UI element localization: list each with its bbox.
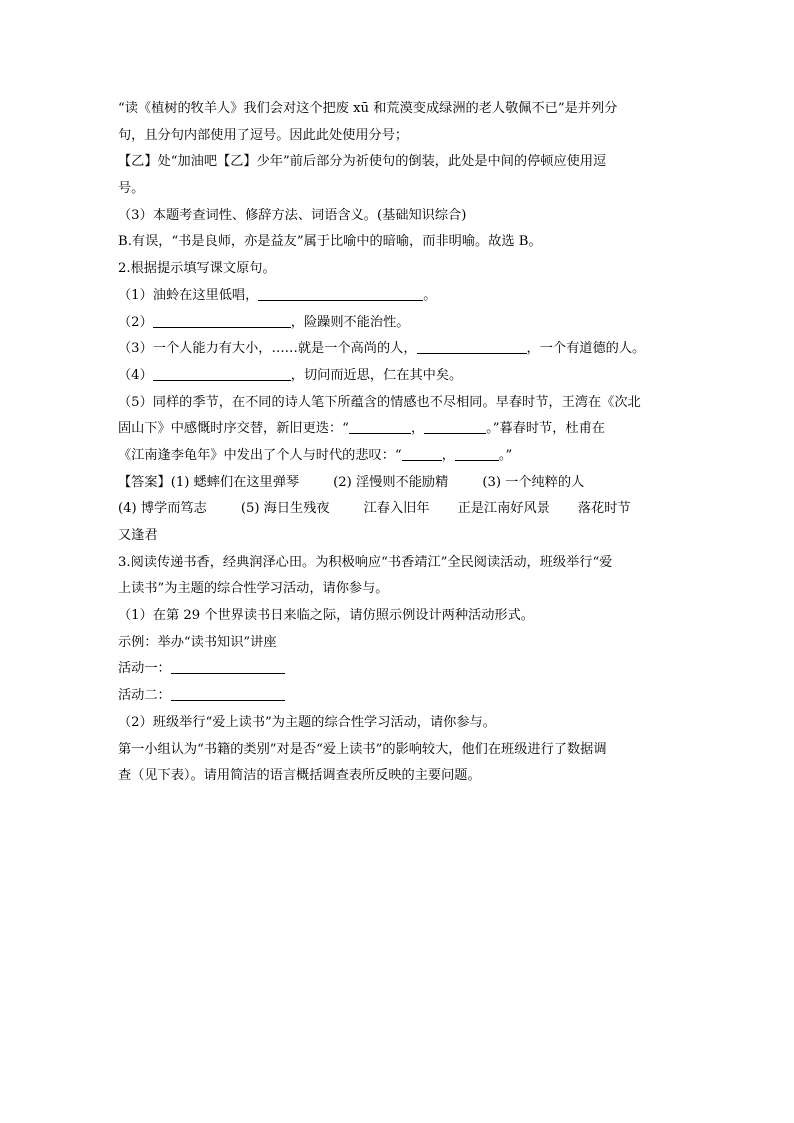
paragraph-text: B.有误，“书是良师，亦是益友”属于比喻中的暗喻，而非明喻。故选 B。 [118,234,542,250]
answer-text: (5) 海日生残夜 [240,501,330,517]
question-title: 2.根据提示填写课文原句。 [118,261,276,277]
answer-text: (3) 一个纯粹的人 [482,474,585,490]
paragraph-text: （2）班级举行“爱上读书”为主题的综合性学习活动，请你参与。 [118,714,496,730]
paragraph-text: 【乙】处“加油吧【乙】少年”前后部分为祈使句的倒装，此处是中间的停顿应使用逗 [118,154,607,170]
fill-blank-line [118,683,678,710]
text-line [118,603,678,630]
text-line [118,763,678,790]
text-line [118,176,678,203]
prompt-text: 。” [498,447,513,463]
answer-text: (2) 淫慢则不能励精 [333,474,449,490]
prompt-text: （3）一个人能力有大小，……就是一个高尚的人， [118,341,417,357]
text-line [118,390,678,417]
paragraph-text: （3）本题考查词性、修辞方法、词语含义。(基础知识综合) [118,207,467,223]
answer-blank [455,446,499,461]
answer-blank [349,419,411,434]
prompt-text: 活动二： [118,688,171,704]
question-heading [118,256,678,283]
fill-blank-line [118,283,678,310]
prompt-text: （1）油蛉在这里低唱， [118,287,259,303]
answer-text: 江春入旧年 [363,501,430,517]
question-title: 3.阅读传递书香，经典润泽心田。为积极响应“书香靖江”全民阅读活动，班级举行“爱 [118,554,613,570]
fill-blank-line [118,363,678,390]
prompt-text: 《江南逢李龟年》中发出了个人与时代的悲叹：“ [118,447,402,463]
text-line [118,229,678,256]
fill-blank-line [118,416,678,443]
fill-blank-line [118,336,678,363]
text-line [118,710,678,737]
text-line [118,737,678,764]
prompt-text: （2） [118,314,153,330]
answer-text: 【答案】(1) 蟋蟀们在这里弹琴 [118,474,300,490]
paragraph-text: 查（见下表）。请用简洁的语言概括调查表所反映的主要问题。 [118,768,481,784]
answer-text: 正是江南好风景 [457,501,550,517]
answer-text: 落花时节 [577,501,631,517]
answer-blank [258,286,423,301]
paragraph-text: “读《植树的牧羊人》我们会对这个把废 xū 和荒漠变成绿洲的老人敬佩不已”是并列分 [118,101,618,116]
answer-text: (4) 博学而笃志 [118,501,207,517]
prompt-text: ，切问而近思，仁在其中矣。 [290,367,463,383]
paragraph-text: （1）在第 29 个世界读书日来临之际，请仿照示例设计两种活动形式。 [118,608,534,624]
fill-blank-line [118,443,678,470]
answer-blank [171,686,285,701]
text-line [118,203,678,230]
answer-blank [153,313,291,328]
paragraph-text: 第一小组认为“书籍的类别”对是否“爱上读书”的影响较大，他们在班级进行了数据调 [118,741,607,757]
text-line [118,149,678,176]
answer-text: 又逢君 [118,528,158,543]
fill-blank-line [118,656,678,683]
answer-blank [171,659,285,674]
answer-line [118,523,678,550]
prompt-text: ， [410,421,425,437]
prompt-text: 活动一： [118,661,171,677]
answer-blank [402,446,442,461]
prompt-text: ， [441,447,455,463]
prompt-text: 。”暮春时节，杜甫在 [486,421,605,437]
prompt-text: ，险躁则不能治性。 [290,314,410,330]
paragraph-text: 上读书”为主题的综合性学习活动，请你参与。 [118,581,389,597]
text-line [118,630,678,657]
text-line [118,96,678,123]
document-body [118,96,678,790]
paragraph-text: （5）同样的季节，在不同的诗人笔下所蕴含的情感也不尽相同。早春时节，王湾在《次北 [118,394,641,410]
prompt-text: 固山下》中感慨时序交替，新旧更迭：“ [118,421,349,437]
prompt-text: ，一个有道德的人。 [526,341,646,357]
text-line [118,123,678,150]
answer-line [118,470,678,497]
text-line [118,576,678,603]
question-heading [118,550,678,577]
paragraph-text: 句，且分句内部使用了逗号。因此此处使用分号； [118,127,409,143]
answer-blank [424,419,486,434]
prompt-text: 。 [423,287,437,303]
answer-blank [153,366,291,381]
answer-line [118,496,678,523]
fill-blank-line [118,310,678,337]
paragraph-text: 号。 [118,181,145,197]
paragraph-text: 示例：举办“读书知识”讲座 [118,634,277,650]
prompt-text: （4） [118,367,153,383]
answer-blank [417,339,527,354]
